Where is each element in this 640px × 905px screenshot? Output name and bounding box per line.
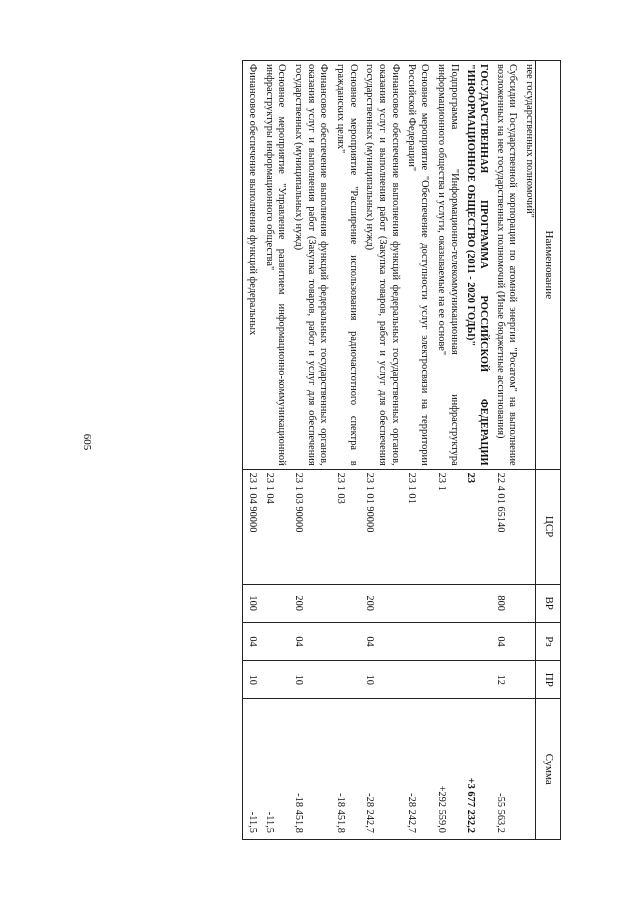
table-header-row xyxy=(536,61,561,840)
row-csr: 23 1 01 90000 xyxy=(361,469,403,584)
row-csr: 23 1 04 90000 xyxy=(243,469,260,584)
header-sum: Сумма xyxy=(536,699,561,840)
row-pr: 10 xyxy=(243,661,260,699)
row-sum: -11,5 xyxy=(243,699,260,840)
row-vr xyxy=(260,584,289,622)
header-name: Наименование xyxy=(536,61,561,470)
row-pr xyxy=(432,661,461,699)
row-vr xyxy=(432,584,461,622)
row-csr: 23 1 04 xyxy=(260,469,289,584)
row-rz: 04 xyxy=(243,622,260,660)
row-sum xyxy=(520,699,535,840)
table-row xyxy=(520,61,535,840)
row-csr: 23 1 03 90000 xyxy=(289,469,331,584)
row-csr: 23 1 03 xyxy=(331,469,360,584)
row-rz: 04 xyxy=(361,622,403,660)
row-sum: -11,5 xyxy=(260,699,289,840)
table-row xyxy=(243,61,260,840)
row-vr: 100 xyxy=(243,584,260,622)
row-sum: -18 451,8 xyxy=(331,699,360,840)
row-vr xyxy=(331,584,360,622)
row-vr xyxy=(403,584,432,622)
row-rz xyxy=(432,622,461,660)
row-rz: 04 xyxy=(491,622,520,660)
row-sum: -18 451,8 xyxy=(289,699,331,840)
row-pr xyxy=(462,661,491,699)
header-vr: ВР xyxy=(536,584,561,622)
row-sum: -28 242,7 xyxy=(361,699,403,840)
header-rz: Рз xyxy=(536,622,561,660)
row-name: Основное мероприятие "Управление развитием информационно-коммуникационной инфраструктуры информационного общества" xyxy=(260,61,289,470)
row-sum: -28 242,7 xyxy=(403,699,432,840)
row-sum: +3 677 232,2 xyxy=(462,699,491,840)
table-row xyxy=(432,61,461,840)
table-row xyxy=(331,61,360,840)
row-csr: 23 1 01 xyxy=(403,469,432,584)
row-vr: 800 xyxy=(491,584,520,622)
row-name: Финансовое обеспечение выполнения функций федеральных государственных органов, оказания услуг и выполнения работ (Закупка товаров, работ и услуг для обеспечения государственных (муниципальных) нужд) xyxy=(361,61,403,470)
row-vr: 200 xyxy=(289,584,331,622)
row-rz xyxy=(260,622,289,660)
row-vr xyxy=(462,584,491,622)
row-pr: 10 xyxy=(361,661,403,699)
row-pr xyxy=(403,661,432,699)
row-name: нее государственных полномочий" xyxy=(520,61,535,470)
budget-table-page xyxy=(109,60,561,840)
row-pr xyxy=(331,661,360,699)
row-rz xyxy=(331,622,360,660)
row-pr: 12 xyxy=(491,661,520,699)
budget-table xyxy=(242,60,561,840)
row-name: Подпрограмма "Информационно-телекоммуникационная инфраструктура информационного общества и услуги, оказываемые на ее основе" xyxy=(432,61,461,470)
row-pr xyxy=(520,661,535,699)
row-rz: 04 xyxy=(289,622,331,660)
table-row xyxy=(462,61,491,840)
row-rz xyxy=(520,622,535,660)
header-csr: ЦСР xyxy=(536,469,561,584)
table-row xyxy=(403,61,432,840)
table-row xyxy=(361,61,403,840)
row-rz xyxy=(462,622,491,660)
row-sum: -55 563,2 xyxy=(491,699,520,840)
row-name: Финансовое обеспечение выполнения функций федеральных государственных органов, оказания услуг и выполнения работ (Закупка товаров, работ и услуг для обеспечения государственных (муниципальных) нужд) xyxy=(289,61,331,470)
table-row xyxy=(260,61,289,840)
row-name: Основное мероприятие "Обеспечение доступности услуг электросвязи на территории Российской Федерации" xyxy=(403,61,432,470)
row-csr: 23 1 xyxy=(432,469,461,584)
row-pr: 10 xyxy=(289,661,331,699)
row-vr: 200 xyxy=(361,584,403,622)
table-row xyxy=(491,61,520,840)
table-row xyxy=(289,61,331,840)
row-name: Финансовое обеспечение выполнения функций федеральных xyxy=(243,61,260,470)
page-number: 605 xyxy=(81,433,93,451)
row-rz xyxy=(403,622,432,660)
row-vr xyxy=(520,584,535,622)
row-pr xyxy=(260,661,289,699)
row-csr xyxy=(520,469,535,584)
header-pr: ПР xyxy=(536,661,561,699)
row-csr: 23 xyxy=(462,469,491,584)
row-name: Субсидии Государственной корпорации по атомной энергии "Росатом" на выполнение возложенных на нее государственных полномочий (Иные бюджетные ассигнования) xyxy=(491,61,520,470)
row-sum: +292 559,0 xyxy=(432,699,461,840)
row-name: Основное мероприятие "Расширение использования радиочастотного спектра в гражданских целях" xyxy=(331,61,360,470)
row-csr: 22 4 01 65140 xyxy=(491,469,520,584)
row-name: ГОСУДАРСТВЕННАЯ ПРОГРАММА РОССИЙСКОЙ ФЕДЕРАЦИИ "ИНФОРМАЦИОННОЕ ОБЩЕСТВО (2011 - 2020 ГОДЫ)" xyxy=(462,61,491,470)
